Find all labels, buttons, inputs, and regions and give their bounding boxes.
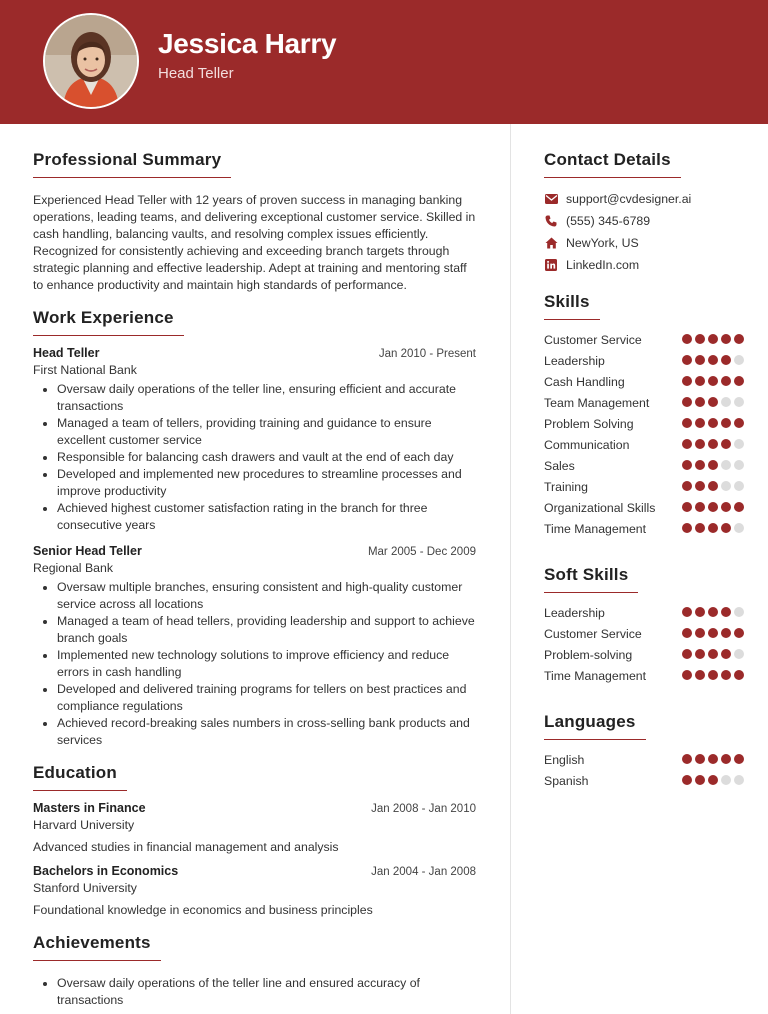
profile-photo-icon [45,15,137,107]
list-item: • Developed and implemented new procedures to streamline processes and improve productivity [57,466,476,500]
rating-row [544,773,744,789]
rating-dot [734,460,744,470]
rating-label: Cash Handling [544,375,625,389]
rating-row [544,479,744,495]
rating-label: Customer Service [544,333,642,347]
rating-dot [708,754,718,764]
home-icon [544,236,558,250]
rating-dot [708,376,718,386]
rating-dot [708,628,718,638]
rating-row [544,647,744,663]
rating-dot [695,460,705,470]
list-item: • Managed a team of head tellers, providing leadership and support to achieve branch goals [57,613,476,647]
soft-skills-list [544,605,744,684]
linkedin-icon [544,258,558,272]
rating-dots [682,754,744,764]
achievement-list [33,975,476,1009]
rating-dot [721,376,731,386]
rating-dot [734,481,744,491]
phone-text: (555) 345-6789 [566,214,651,228]
contact-email[interactable] [544,188,744,210]
rating-row [544,500,744,516]
rating-dot [721,481,731,491]
education-section [33,763,476,917]
rating-dot [721,355,731,365]
rating-dot [708,460,718,470]
school: Harvard University [33,818,135,832]
education-entry [33,801,476,854]
summary-title: Professional Summary [33,150,231,178]
job-date: Jan 2010 - Present [378,348,476,360]
rating-label: Leadership [544,606,605,620]
rating-dot [734,397,744,407]
location-text: NewYork, US [566,236,639,250]
achievements-section [33,933,476,1009]
rating-dot [708,481,718,491]
rating-label: Problem Solving [544,417,634,431]
rating-dot [721,523,731,533]
rating-dot [721,460,731,470]
rating-row [544,437,744,453]
rating-label: Team Management [544,396,650,410]
rating-dot [708,418,718,428]
rating-dot [695,607,705,617]
rating-label: Problem-solving [544,648,633,662]
rating-dot [721,439,731,449]
rating-dot [734,754,744,764]
skills-title: Skills [544,292,600,320]
work-title: Work Experience [33,308,184,336]
rating-dot [682,523,692,533]
rating-dot [695,523,705,533]
languages-title: Languages [544,712,646,740]
list-item: • Responsible for balancing cash drawers and vault at the end of each day [57,449,476,466]
rating-dot [734,775,744,785]
degree: Bachelors in Economics [33,864,179,878]
rating-dot [695,754,705,764]
job-bullets [33,579,476,749]
header-banner [0,0,768,124]
rating-dot [708,502,718,512]
column-divider [510,124,511,1014]
rating-row [544,521,744,537]
rating-dot [682,670,692,680]
list-item: • Oversaw daily operations of the teller line and ensured accuracy of transactions [57,975,476,1009]
list-item: • Achieved highest customer satisfaction rating in the branch for three consecutive years [57,500,476,534]
rating-dot [682,607,692,617]
rating-label: Time Management [544,522,647,536]
rating-dots [682,649,744,659]
list-item: • Oversaw daily operations of the teller line, ensuring efficient and accurate transactions [57,381,476,415]
rating-dot [695,481,705,491]
rating-dot [734,628,744,638]
rating-dot [721,607,731,617]
linkedin-text: LinkedIn.com [566,258,640,272]
rating-dots [682,376,744,386]
rating-dot [682,397,692,407]
rating-dots [682,334,744,344]
soft-skills-section [544,565,744,684]
degree: Masters in Finance [33,801,146,815]
rating-dot [734,502,744,512]
rating-dot [721,334,731,344]
contact-title: Contact Details [544,150,681,178]
avatar [43,13,139,109]
rating-dots [682,439,744,449]
summary-section [33,150,476,294]
rating-dot [695,670,705,680]
list-item: • Oversaw multiple branches, ensuring consistent and high-quality customer service across all locations [57,579,476,613]
sidebar [544,150,744,799]
rating-dot [734,439,744,449]
rating-label: Customer Service [544,627,642,641]
rating-label: Organizational Skills [544,501,656,515]
contact-linkedin[interactable] [544,254,744,276]
rating-dots [682,355,744,365]
rating-row [544,626,744,642]
job-org: First National Bank [33,363,137,377]
rating-dot [708,670,718,680]
rating-dots [682,607,744,617]
rating-dot [721,754,731,764]
list-item: • Developed and delivered training programs for tellers on best practices and compliance regulations [57,681,476,715]
languages-list [544,752,744,789]
contact-section [544,150,744,276]
rating-dot [734,523,744,533]
job-bullets [33,381,476,534]
rating-dots [682,502,744,512]
rating-dot [708,523,718,533]
rating-dot [682,649,692,659]
list-item: • Managed a team of tellers, providing training and guidance to ensure excellent customer service [57,415,476,449]
rating-dot [682,334,692,344]
rating-dot [708,397,718,407]
rating-dot [708,649,718,659]
email-text: support@cvdesigner.ai [566,192,692,206]
rating-dots [682,460,744,470]
education-date: Jan 2004 - Jan 2008 [371,866,476,878]
rating-dot [734,670,744,680]
contact-phone[interactable] [544,210,744,232]
rating-dot [721,418,731,428]
rating-dot [695,439,705,449]
education-title: Education [33,763,127,791]
rating-row [544,353,744,369]
rating-dot [734,649,744,659]
list-item: • Implemented new technology solutions to improve efficiency and reduce errors in cash handling [57,647,476,681]
rating-dot [734,418,744,428]
rating-dots [682,523,744,533]
rating-dots [682,670,744,680]
rating-row [544,395,744,411]
rating-dot [695,397,705,407]
main-column [33,150,476,1014]
rating-row [544,332,744,348]
rating-dot [695,502,705,512]
job-entry [33,346,476,534]
rating-dot [695,355,705,365]
skills-list [544,332,744,537]
rating-dot [734,607,744,617]
rating-dot [734,334,744,344]
job-title: Senior Head Teller [33,544,142,558]
rating-dot [721,775,731,785]
rating-dot [721,649,731,659]
rating-label: Training [544,480,588,494]
rating-dot [708,355,718,365]
phone-icon [544,214,558,228]
rating-dot [682,481,692,491]
rating-row [544,605,744,621]
rating-dot [682,775,692,785]
education-entry [33,864,476,917]
rating-row [544,374,744,390]
rating-dot [695,376,705,386]
rating-dot [708,607,718,617]
summary-text: Experienced Head Teller with 12 years of proven success in managing banking operations, leading teams, and delivering exceptional customer service. Skilled in cash handling, balancing vaults, and resolving complex issues efficiently. Recognized for consistently achieving and exceeding branch targets through strategic planning and effective leadership. Adept at training and mentoring staff to enhance productivity and maintain high standards of performance. [33,193,476,292]
skills-section [544,292,744,537]
rating-dot [695,775,705,785]
languages-section [544,712,744,789]
rating-row [544,458,744,474]
rating-dot [682,376,692,386]
rating-dot [721,397,731,407]
job-entry [33,544,476,749]
rating-dot [695,628,705,638]
rating-dot [682,502,692,512]
rating-dot [721,502,731,512]
rating-dot [708,439,718,449]
rating-row [544,668,744,684]
rating-label: English [544,753,585,767]
rating-dots [682,628,744,638]
rating-row [544,416,744,432]
soft-skills-title: Soft Skills [544,565,638,593]
rating-dots [682,775,744,785]
rating-label: Spanish [544,774,589,788]
achievements-title: Achievements [33,933,161,961]
rating-dots [682,418,744,428]
rating-label: Sales [544,459,575,473]
rating-dot [708,334,718,344]
education-desc: Advanced studies in financial management and analysis [33,840,339,854]
rating-dot [734,376,744,386]
candidate-role: Head Teller [158,65,234,82]
rating-dot [682,439,692,449]
rating-dots [682,397,744,407]
rating-dots [682,481,744,491]
rating-dot [682,418,692,428]
rating-dot [721,670,731,680]
job-date: Mar 2005 - Dec 2009 [367,546,476,558]
job-org: Regional Bank [33,561,113,575]
rating-label: Time Management [544,669,647,683]
job-title: Head Teller [33,346,100,360]
rating-dot [734,355,744,365]
rating-dot [695,649,705,659]
rating-dot [695,418,705,428]
rating-dot [682,628,692,638]
contact-location [544,232,744,254]
rating-dot [721,628,731,638]
rating-dot [682,754,692,764]
work-section [33,308,476,749]
rating-row [544,752,744,768]
rating-dot [708,775,718,785]
rating-dot [682,355,692,365]
rating-label: Leadership [544,354,605,368]
rating-dot [682,460,692,470]
school: Stanford University [33,881,137,895]
education-desc: Foundational knowledge in economics and business principles [33,903,373,917]
rating-label: Communication [544,438,630,452]
education-date: Jan 2008 - Jan 2010 [371,803,476,815]
rating-dot [695,334,705,344]
candidate-name: Jessica Harry [158,28,337,59]
email-icon [544,192,558,206]
list-item: • Achieved record-breaking sales numbers in cross-selling bank products and services [57,715,476,749]
